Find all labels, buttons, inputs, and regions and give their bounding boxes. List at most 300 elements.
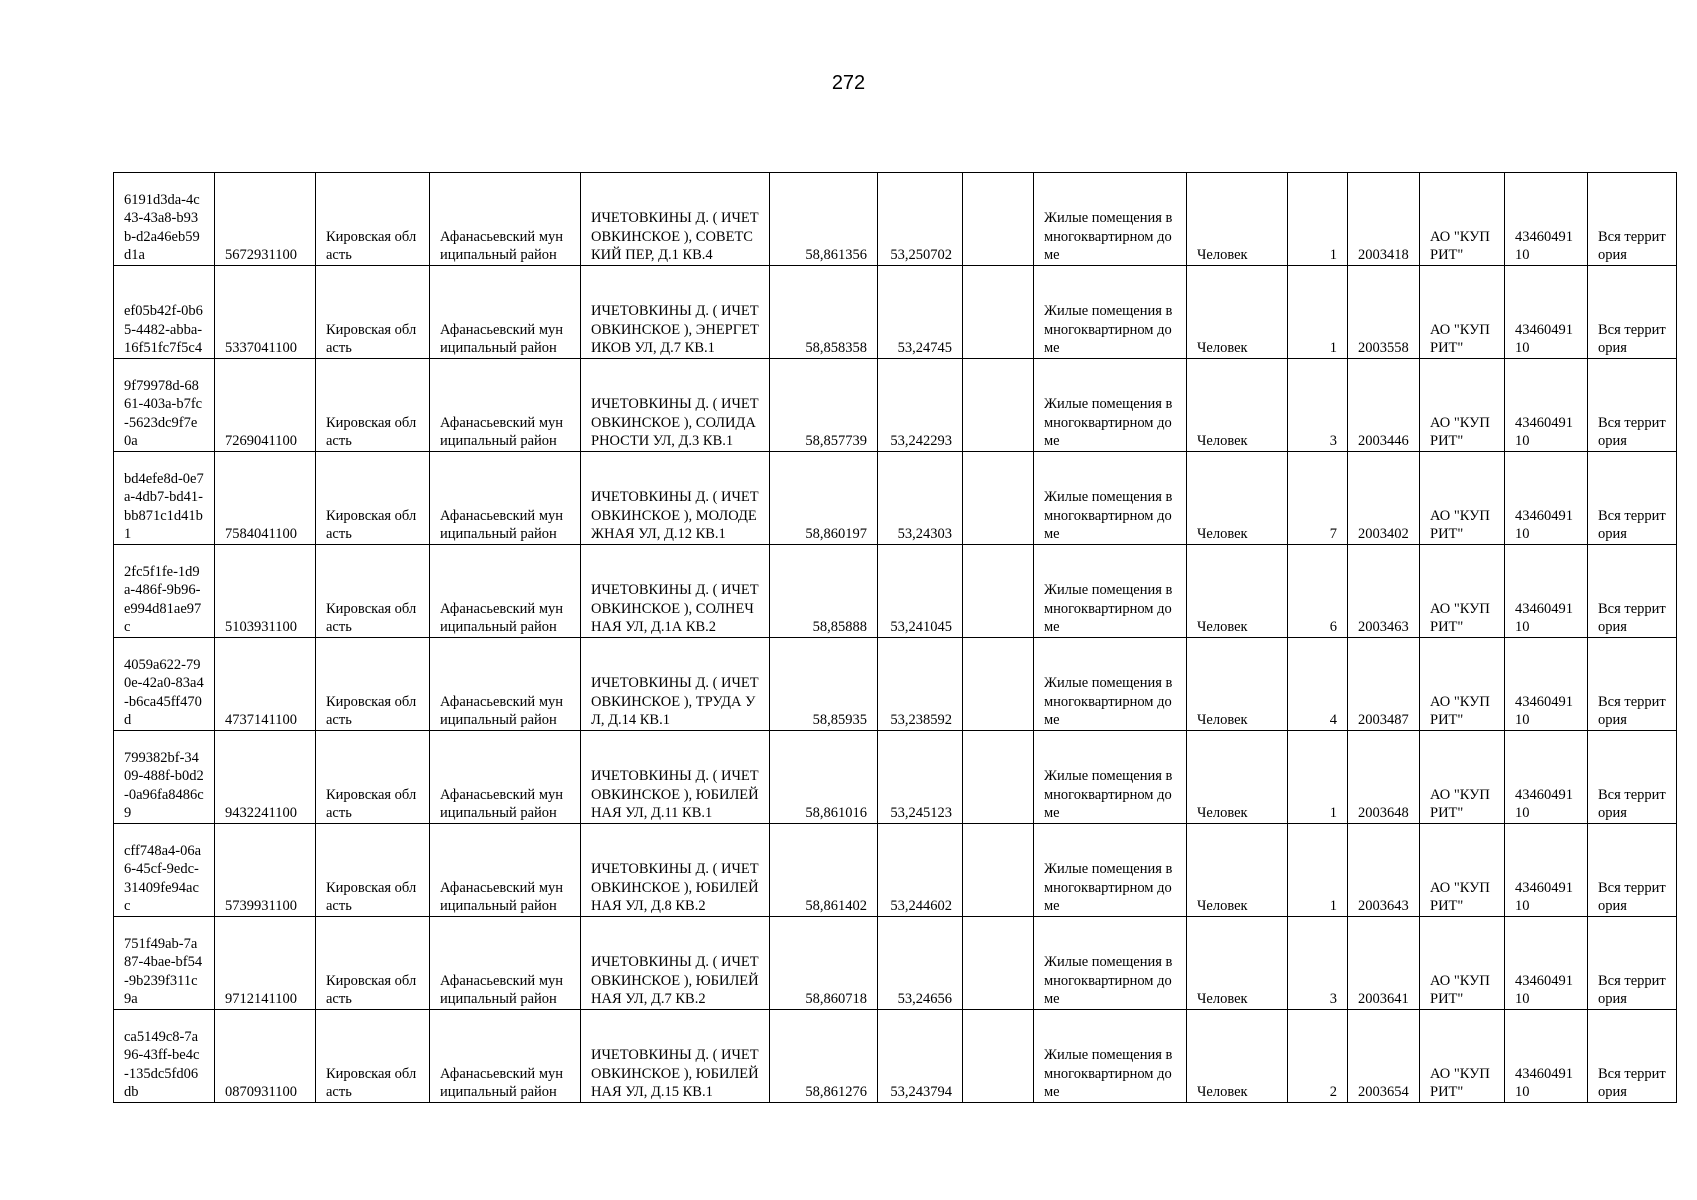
cell-territory — [1588, 824, 1677, 917]
cell-latitude — [770, 917, 878, 1010]
cell-text: 799382bf-3409-488f-b0d2-0a96fa8486c9 — [124, 749, 204, 822]
cell-text: Афанасьевский муниципальный район — [440, 879, 564, 915]
cell-inn — [1505, 545, 1588, 638]
page-number: 272 — [831, 72, 866, 94]
cell-text: 6 — [1329, 619, 1337, 636]
cell-territory — [1588, 545, 1677, 638]
cell-text: Афанасьевский муниципальный район — [440, 507, 564, 543]
cell-count — [1288, 452, 1348, 545]
cell-text: Кировская область — [326, 228, 417, 264]
cell-text: 58,860718 — [805, 991, 867, 1008]
cell-text: ИЧЕТОВКИНЫ Д. ( ИЧЕТОВКИНСКОЕ ), СОЛНЕЧНАЯ УЛ, Д.1А КВ.2 — [591, 582, 759, 636]
cell-district — [430, 359, 581, 452]
cell-inn — [1505, 1010, 1588, 1103]
cell-guid — [114, 359, 215, 452]
cell-text: Афанасьевский муниципальный район — [440, 600, 564, 636]
cell-text: ИЧЕТОВКИНЫ Д. ( ИЧЕТОВКИНСКОЕ ), ТРУДА УЛ, Д.14 КВ.1 — [591, 675, 759, 729]
cell-text: ИЧЕТОВКИНЫ Д. ( ИЧЕТОВКИНСКОЕ ), МОЛОДЕЖНАЯ УЛ, Д.12 КВ.1 — [591, 489, 759, 543]
cell-district — [430, 731, 581, 824]
cell-count — [1288, 638, 1348, 731]
cell-empty — [963, 731, 1034, 824]
cell-text: АО "КУПРИТ" — [1430, 321, 1490, 357]
cell-text: 2003643 — [1358, 898, 1409, 915]
cell-organization — [1420, 1010, 1505, 1103]
cell-text: Человек — [1197, 433, 1248, 450]
cell-unit — [1187, 638, 1288, 731]
cell-count — [1288, 731, 1348, 824]
cell-text: АО "КУПРИТ" — [1430, 507, 1490, 543]
cell-text: 58,861356 — [805, 247, 867, 264]
cell-latitude — [770, 638, 878, 731]
cell-id — [1348, 545, 1420, 638]
cell-text: Жилые помещения в многоквартирном доме — [1044, 954, 1173, 1008]
cell-text: Человек — [1197, 991, 1248, 1008]
cell-unit — [1187, 545, 1288, 638]
cell-text: Кировская область — [326, 879, 417, 915]
cell-text: 4346049110 — [1515, 693, 1573, 729]
cell-address — [581, 545, 770, 638]
cell-address — [581, 173, 770, 266]
cell-guid — [114, 173, 215, 266]
cell-text: АО "КУПРИТ" — [1430, 600, 1490, 636]
cell-unit — [1187, 173, 1288, 266]
cell-text: 7584041100 — [225, 526, 297, 543]
cell-text: 4346049110 — [1515, 786, 1573, 822]
cell-text: 58,85888 — [812, 619, 867, 636]
cell-empty — [963, 824, 1034, 917]
registry-table — [113, 172, 1677, 1103]
cell-object-type — [1034, 917, 1187, 1010]
cell-region — [316, 917, 430, 1010]
cell-text: Жилые помещения в многоквартирном доме — [1044, 1047, 1173, 1101]
cell-code — [215, 638, 316, 731]
cell-id — [1348, 359, 1420, 452]
cell-text: Кировская область — [326, 972, 417, 1008]
cell-id — [1348, 173, 1420, 266]
cell-guid — [114, 452, 215, 545]
cell-text: 5337041100 — [225, 340, 297, 357]
cell-text: 9f79978d-6861-403a-b7fc-5623dc9f7e0a — [124, 377, 203, 450]
cell-text: 53,24656 — [897, 991, 952, 1008]
cell-territory — [1588, 917, 1677, 1010]
cell-district — [430, 452, 581, 545]
table-row — [114, 917, 1677, 1010]
cell-inn — [1505, 731, 1588, 824]
cell-address — [581, 452, 770, 545]
cell-text: Афанасьевский муниципальный район — [440, 228, 564, 264]
cell-object-type — [1034, 545, 1187, 638]
cell-text: 58,860197 — [805, 526, 867, 543]
cell-text: ИЧЕТОВКИНЫ Д. ( ИЧЕТОВКИНСКОЕ ), СОВЕТСКИЙ ПЕР, Д.1 КВ.4 — [591, 210, 759, 264]
cell-text: Вся территория — [1598, 507, 1666, 543]
cell-object-type — [1034, 1010, 1187, 1103]
cell-text: 751f49ab-7a87-4bae-bf54-9b239f311c9a — [124, 935, 203, 1008]
cell-district — [430, 266, 581, 359]
cell-empty — [963, 359, 1034, 452]
cell-text: 2003418 — [1358, 247, 1409, 264]
table-row — [114, 824, 1677, 917]
cell-text: 2003402 — [1358, 526, 1409, 543]
cell-address — [581, 824, 770, 917]
cell-inn — [1505, 638, 1588, 731]
cell-text: 53,238592 — [890, 712, 952, 729]
cell-text: 2003648 — [1358, 805, 1409, 822]
cell-text: 4 — [1329, 712, 1337, 729]
cell-text: Кировская область — [326, 786, 417, 822]
cell-longitude — [878, 824, 963, 917]
cell-text: 53,243794 — [890, 1084, 952, 1101]
cell-region — [316, 266, 430, 359]
cell-object-type — [1034, 173, 1187, 266]
cell-text: 4059a622-790e-42a0-83a4-b6ca45ff470d — [124, 656, 204, 729]
cell-longitude — [878, 266, 963, 359]
cell-text: Жилые помещения в многоквартирном доме — [1044, 303, 1173, 357]
cell-text: ИЧЕТОВКИНЫ Д. ( ИЧЕТОВКИНСКОЕ ), ЮБИЛЕЙНАЯ УЛ, Д.15 КВ.1 — [591, 1047, 759, 1101]
cell-code — [215, 266, 316, 359]
cell-unit — [1187, 731, 1288, 824]
table-row — [114, 173, 1677, 266]
cell-text: 2003487 — [1358, 712, 1409, 729]
cell-longitude — [878, 731, 963, 824]
cell-territory — [1588, 173, 1677, 266]
cell-id — [1348, 638, 1420, 731]
cell-text: Жилые помещения в многоквартирном доме — [1044, 489, 1173, 543]
cell-text: 53,24303 — [897, 526, 952, 543]
cell-text: 0870931100 — [225, 1084, 297, 1101]
cell-district — [430, 917, 581, 1010]
cell-text: 5739931100 — [225, 898, 297, 915]
cell-text: 6191d3da-4c43-43a8-b93b-d2a46eb59d1a — [124, 191, 200, 264]
cell-unit — [1187, 1010, 1288, 1103]
cell-text: Человек — [1197, 340, 1248, 357]
cell-text: 4346049110 — [1515, 507, 1573, 543]
cell-longitude — [878, 1010, 963, 1103]
table-row — [114, 1010, 1677, 1103]
cell-text: 9432241100 — [225, 805, 297, 822]
cell-text: Человек — [1197, 247, 1248, 264]
cell-text: Вся территория — [1598, 1065, 1666, 1101]
cell-text: 2003654 — [1358, 1084, 1409, 1101]
cell-text: 53,241045 — [890, 619, 952, 636]
cell-organization — [1420, 452, 1505, 545]
cell-text: 4346049110 — [1515, 1065, 1573, 1101]
cell-text: 4346049110 — [1515, 321, 1573, 357]
cell-text: Человек — [1197, 619, 1248, 636]
cell-text: Кировская область — [326, 600, 417, 636]
cell-empty — [963, 917, 1034, 1010]
cell-organization — [1420, 638, 1505, 731]
cell-unit — [1187, 917, 1288, 1010]
cell-text: АО "КУПРИТ" — [1430, 786, 1490, 822]
cell-text: Кировская область — [326, 693, 417, 729]
cell-text: Человек — [1197, 1084, 1248, 1101]
table-row — [114, 452, 1677, 545]
cell-text: ИЧЕТОВКИНЫ Д. ( ИЧЕТОВКИНСКОЕ ), ЮБИЛЕЙНАЯ УЛ, Д.7 КВ.2 — [591, 954, 759, 1008]
cell-text: Человек — [1197, 712, 1248, 729]
cell-region — [316, 359, 430, 452]
cell-guid — [114, 1010, 215, 1103]
cell-text: АО "КУПРИТ" — [1430, 693, 1490, 729]
cell-text: Жилые помещения в многоквартирном доме — [1044, 582, 1173, 636]
cell-text: 7269041100 — [225, 433, 297, 450]
cell-inn — [1505, 173, 1588, 266]
cell-code — [215, 173, 316, 266]
cell-text: 53,245123 — [890, 805, 952, 822]
cell-object-type — [1034, 452, 1187, 545]
cell-text: 58,861276 — [805, 1084, 867, 1101]
cell-id — [1348, 452, 1420, 545]
cell-text: АО "КУПРИТ" — [1430, 1065, 1490, 1101]
cell-empty — [963, 173, 1034, 266]
cell-text: ИЧЕТОВКИНЫ Д. ( ИЧЕТОВКИНСКОЕ ), ЮБИЛЕЙНАЯ УЛ, Д.8 КВ.2 — [591, 861, 759, 915]
cell-latitude — [770, 824, 878, 917]
cell-text: 58,857739 — [805, 433, 867, 450]
cell-latitude — [770, 545, 878, 638]
cell-text: Жилые помещения в многоквартирном доме — [1044, 861, 1173, 915]
cell-text: 1 — [1329, 805, 1337, 822]
cell-text: 1 — [1329, 340, 1337, 357]
cell-region — [316, 824, 430, 917]
cell-organization — [1420, 266, 1505, 359]
cell-longitude — [878, 173, 963, 266]
cell-text: Жилые помещения в многоквартирном доме — [1044, 210, 1173, 264]
cell-count — [1288, 824, 1348, 917]
cell-region — [316, 452, 430, 545]
cell-territory — [1588, 731, 1677, 824]
cell-text: ИЧЕТОВКИНЫ Д. ( ИЧЕТОВКИНСКОЕ ), СОЛИДАРНОСТИ УЛ, Д.3 КВ.1 — [591, 396, 759, 450]
cell-longitude — [878, 359, 963, 452]
cell-text: Вся территория — [1598, 321, 1666, 357]
cell-address — [581, 266, 770, 359]
cell-district — [430, 638, 581, 731]
cell-text: 2003641 — [1358, 991, 1409, 1008]
cell-text: Кировская область — [326, 414, 417, 450]
cell-id — [1348, 266, 1420, 359]
cell-text: АО "КУПРИТ" — [1430, 228, 1490, 264]
cell-text: 1 — [1329, 898, 1337, 915]
cell-empty — [963, 266, 1034, 359]
cell-longitude — [878, 545, 963, 638]
cell-count — [1288, 545, 1348, 638]
cell-region — [316, 638, 430, 731]
cell-text: 5672931100 — [225, 247, 297, 264]
cell-text: Афанасьевский муниципальный район — [440, 321, 564, 357]
cell-longitude — [878, 917, 963, 1010]
cell-organization — [1420, 359, 1505, 452]
cell-count — [1288, 266, 1348, 359]
cell-unit — [1187, 824, 1288, 917]
cell-longitude — [878, 638, 963, 731]
cell-district — [430, 545, 581, 638]
cell-district — [430, 173, 581, 266]
cell-object-type — [1034, 266, 1187, 359]
cell-text: Жилые помещения в многоквартирном доме — [1044, 396, 1173, 450]
cell-latitude — [770, 173, 878, 266]
cell-inn — [1505, 359, 1588, 452]
cell-inn — [1505, 452, 1588, 545]
cell-text: Афанасьевский муниципальный район — [440, 1065, 564, 1101]
cell-organization — [1420, 173, 1505, 266]
cell-latitude — [770, 359, 878, 452]
cell-text: 7 — [1329, 526, 1337, 543]
cell-empty — [963, 452, 1034, 545]
cell-code — [215, 824, 316, 917]
cell-text: ИЧЕТОВКИНЫ Д. ( ИЧЕТОВКИНСКОЕ ), ЮБИЛЕЙНАЯ УЛ, Д.11 КВ.1 — [591, 768, 759, 822]
cell-latitude — [770, 731, 878, 824]
cell-empty — [963, 1010, 1034, 1103]
table-row — [114, 638, 1677, 731]
cell-text: 4737141100 — [225, 712, 297, 729]
cell-code — [215, 917, 316, 1010]
table-row — [114, 266, 1677, 359]
cell-text: 2003446 — [1358, 433, 1409, 450]
cell-empty — [963, 638, 1034, 731]
cell-organization — [1420, 824, 1505, 917]
cell-territory — [1588, 266, 1677, 359]
cell-text: Жилые помещения в многоквартирном доме — [1044, 675, 1173, 729]
table-row — [114, 359, 1677, 452]
cell-text: bd4efe8d-0e7a-4db7-bd41-bb871c1d41b1 — [124, 470, 204, 543]
cell-text: Вся территория — [1598, 600, 1666, 636]
cell-organization — [1420, 917, 1505, 1010]
cell-region — [316, 731, 430, 824]
cell-organization — [1420, 731, 1505, 824]
cell-text: 4346049110 — [1515, 414, 1573, 450]
cell-code — [215, 1010, 316, 1103]
cell-count — [1288, 173, 1348, 266]
cell-text: Афанасьевский муниципальный район — [440, 786, 564, 822]
table-row — [114, 545, 1677, 638]
cell-text: Афанасьевский муниципальный район — [440, 972, 564, 1008]
cell-text: 53,244602 — [890, 898, 952, 915]
cell-object-type — [1034, 731, 1187, 824]
cell-text: Кировская область — [326, 507, 417, 543]
cell-text: АО "КУПРИТ" — [1430, 414, 1490, 450]
cell-unit — [1187, 359, 1288, 452]
cell-text: Вся территория — [1598, 786, 1666, 822]
cell-text: 53,24745 — [897, 340, 952, 357]
cell-text: 58,85935 — [812, 712, 867, 729]
cell-text: 58,861402 — [805, 898, 867, 915]
cell-count — [1288, 359, 1348, 452]
cell-code — [215, 359, 316, 452]
cell-territory — [1588, 638, 1677, 731]
cell-district — [430, 824, 581, 917]
cell-territory — [1588, 359, 1677, 452]
cell-text: 58,861016 — [805, 805, 867, 822]
cell-latitude — [770, 266, 878, 359]
cell-count — [1288, 1010, 1348, 1103]
cell-text: Вся территория — [1598, 414, 1666, 450]
cell-id — [1348, 824, 1420, 917]
cell-guid — [114, 638, 215, 731]
cell-text: АО "КУПРИТ" — [1430, 972, 1490, 1008]
cell-object-type — [1034, 359, 1187, 452]
cell-guid — [114, 266, 215, 359]
cell-text: cff748a4-06a6-45cf-9edc-31409fe94acc — [124, 842, 202, 915]
cell-text: Вся территория — [1598, 228, 1666, 264]
cell-text: 3 — [1329, 991, 1337, 1008]
cell-object-type — [1034, 824, 1187, 917]
cell-guid — [114, 545, 215, 638]
cell-empty — [963, 545, 1034, 638]
cell-text: Афанасьевский муниципальный район — [440, 693, 564, 729]
cell-text: Кировская область — [326, 321, 417, 357]
cell-text: 9712141100 — [225, 991, 297, 1008]
cell-count — [1288, 917, 1348, 1010]
cell-text: 58,858358 — [805, 340, 867, 357]
cell-region — [316, 545, 430, 638]
cell-latitude — [770, 1010, 878, 1103]
cell-territory — [1588, 1010, 1677, 1103]
cell-id — [1348, 917, 1420, 1010]
cell-inn — [1505, 917, 1588, 1010]
cell-code — [215, 452, 316, 545]
cell-text: Афанасьевский муниципальный район — [440, 414, 564, 450]
cell-id — [1348, 1010, 1420, 1103]
table-row — [114, 731, 1677, 824]
cell-address — [581, 731, 770, 824]
cell-guid — [114, 824, 215, 917]
cell-address — [581, 359, 770, 452]
cell-text: 2003463 — [1358, 619, 1409, 636]
cell-text: 4346049110 — [1515, 228, 1573, 264]
cell-region — [316, 1010, 430, 1103]
cell-text: 53,242293 — [890, 433, 952, 450]
cell-text: 2fc5f1fe-1d9a-486f-9b96-e994d81ae97c — [124, 563, 202, 636]
cell-unit — [1187, 452, 1288, 545]
cell-text: Кировская область — [326, 1065, 417, 1101]
cell-text: 5103931100 — [225, 619, 297, 636]
cell-id — [1348, 731, 1420, 824]
cell-text: Вся территория — [1598, 879, 1666, 915]
cell-organization — [1420, 545, 1505, 638]
cell-longitude — [878, 452, 963, 545]
cell-text: 4346049110 — [1515, 972, 1573, 1008]
cell-text: Человек — [1197, 805, 1248, 822]
cell-unit — [1187, 266, 1288, 359]
cell-text: 53,250702 — [890, 247, 952, 264]
cell-latitude — [770, 452, 878, 545]
cell-text: ca5149c8-7a96-43ff-be4c-135dc5fd06db — [124, 1028, 200, 1101]
cell-guid — [114, 731, 215, 824]
cell-text: ef05b42f-0b65-4482-abba-16f51fc7f5c4 — [124, 303, 203, 357]
cell-district — [430, 1010, 581, 1103]
cell-code — [215, 731, 316, 824]
cell-territory — [1588, 452, 1677, 545]
table-body — [114, 173, 1677, 1103]
cell-text: Человек — [1197, 898, 1248, 915]
cell-object-type — [1034, 638, 1187, 731]
cell-text: Вся территория — [1598, 972, 1666, 1008]
cell-address — [581, 917, 770, 1010]
cell-text: 2 — [1329, 1084, 1337, 1101]
cell-guid — [114, 917, 215, 1010]
cell-text: 4346049110 — [1515, 600, 1573, 636]
cell-text: Человек — [1197, 526, 1248, 543]
cell-inn — [1505, 266, 1588, 359]
cell-address — [581, 1010, 770, 1103]
cell-text: 1 — [1329, 247, 1337, 264]
cell-text: Жилые помещения в многоквартирном доме — [1044, 768, 1173, 822]
cell-code — [215, 545, 316, 638]
cell-inn — [1505, 824, 1588, 917]
cell-text: ИЧЕТОВКИНЫ Д. ( ИЧЕТОВКИНСКОЕ ), ЭНЕРГЕТИКОВ УЛ, Д.7 КВ.1 — [591, 303, 759, 357]
cell-address — [581, 638, 770, 731]
cell-text: АО "КУПРИТ" — [1430, 879, 1490, 915]
cell-text: Вся территория — [1598, 693, 1666, 729]
cell-text: 4346049110 — [1515, 879, 1573, 915]
